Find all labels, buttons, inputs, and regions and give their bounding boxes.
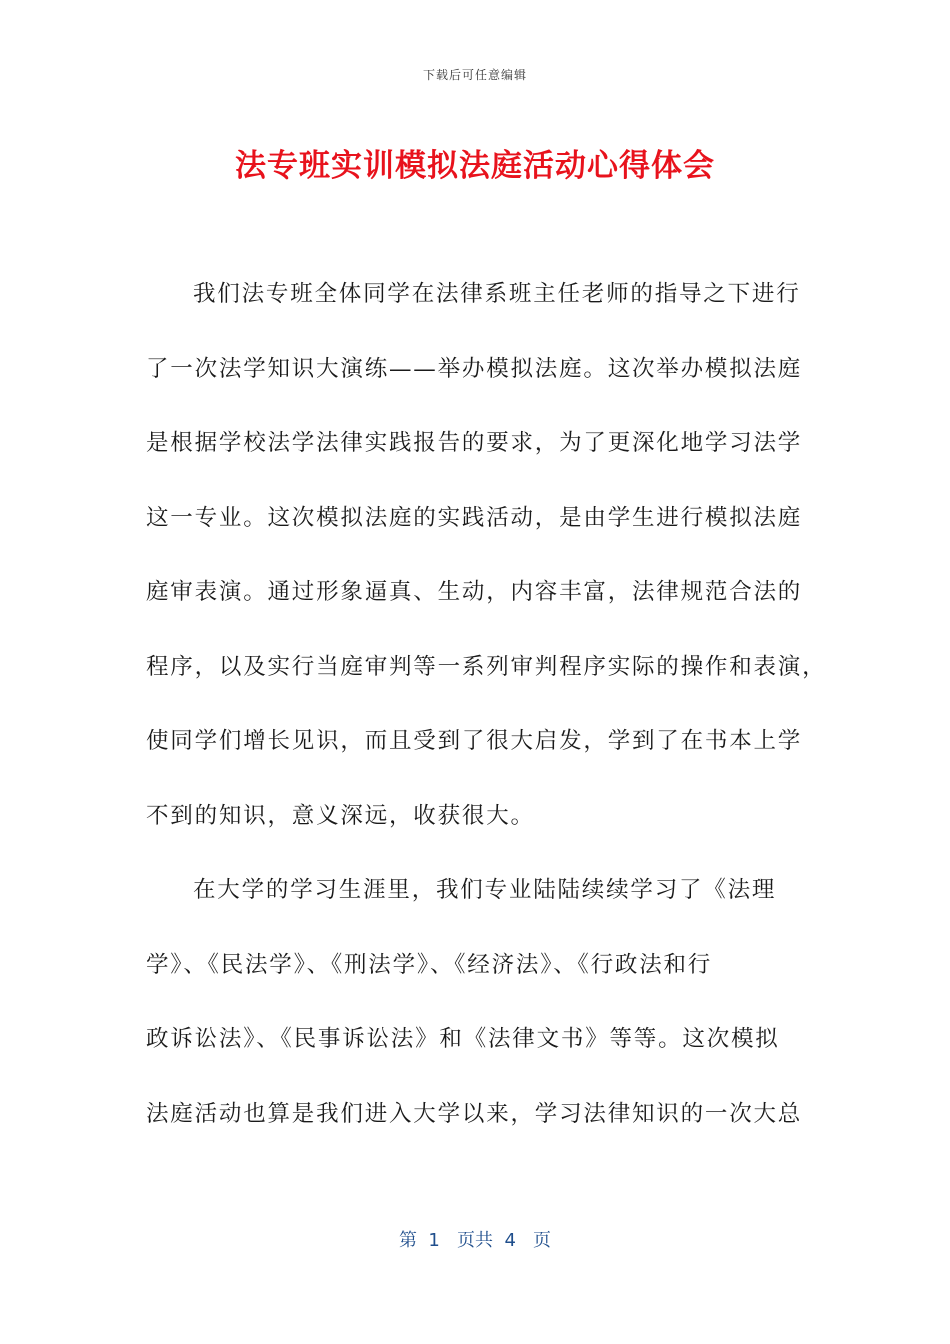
paragraph-line: 在大学的学习生涯里，我们专业陆陆续续学习了《法理	[193, 877, 777, 903]
paragraph-line: 我们法专班全体同学在法律系班主任老师的指导之下进行	[193, 281, 801, 307]
paragraph-line: 程序，以及实行当庭审判等一系列审判程序实际的操作和表演，	[146, 653, 827, 680]
paragraph-line: 这一专业。这次模拟法庭的实践活动，是由学生进行模拟法庭	[146, 504, 803, 531]
paragraph-line: 学》、《民法学》、《刑法学》、《经济法》、《行政法和行	[146, 951, 713, 978]
paragraph-line: 是根据学校法学法律实践报告的要求，为了更深化地学习法学	[146, 430, 803, 456]
document-title: 法专班实训模拟法庭活动心得体会	[235, 148, 715, 184]
paragraph-line: 使同学们增长见识，而且受到了很大启发，学到了在书本上学	[146, 728, 803, 754]
paragraph-line: 了一次法学知识大演练——举办模拟法庭。这次举办模拟法庭	[146, 355, 803, 382]
document-body	[146, 270, 827, 1164]
paragraph-1	[146, 270, 827, 866]
page-footer: 第 1 页共 4 页	[398, 1230, 552, 1251]
paragraph-line: 庭审表演。通过形象逼真、生动，内容丰富，法律规范合法的	[146, 579, 803, 605]
paragraph-2	[146, 866, 806, 1164]
paragraph-line: 不到的知识，意义深远，收获很大。	[146, 802, 535, 829]
paragraph-line: 政诉讼法》、《民事诉讼法》和《法律文书》等等。这次模拟	[146, 1026, 780, 1052]
paragraph-line: 法庭活动也算是我们进入大学以来，学习法律知识的一次大总	[146, 1100, 803, 1127]
header-note: 下载后可任意编辑	[422, 68, 527, 82]
